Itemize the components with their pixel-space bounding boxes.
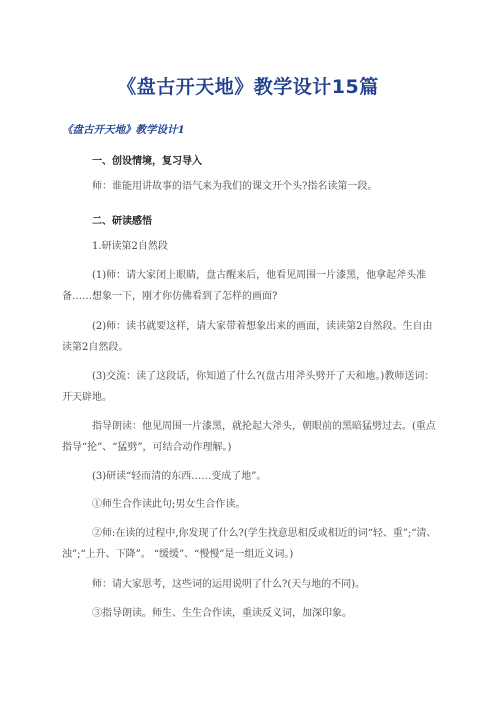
heading-create-situation: 一、创设情境，复习导入 [92, 156, 202, 167]
paragraph-6: 指导朗读：他见周围一片漆黑，就抡起大斧头，朝眼前的黑暗猛劈过去。(重点指导“抡”、“猛劈”，可结合动作理解。) [62, 421, 436, 453]
paragraph-11: ③指导朗读。师生、生生合作读，重读反义词，加深印象。 [92, 608, 352, 619]
heading-study: 二、研读感悟 [92, 216, 152, 227]
section-title: 《盘古开天地》教学设计1 [62, 124, 185, 136]
paragraph-8: ①师生合作读此句;男女生合作读。 [92, 499, 246, 510]
paragraph-7: (3)研读“轻而清的东西……变成了地”。 [92, 471, 267, 482]
paragraph-5: (3)交流：读了这段话，你知道了什么?(盘古用斧头劈开了天和地。)教师送词：开天辟地。 [62, 371, 435, 403]
paragraph-4: (2)师：读书就要这样，请大家带着想象出来的画面，读读第2自然段。生自由读第2自然段。 [62, 321, 433, 353]
paragraph-3: (1)师：请大家闭上眼睛，盘古醒来后，他看见周围一片漆黑，他拿起斧头准备……想象一下，刚才你仿佛看到了怎样的画面? [62, 270, 427, 302]
paragraph-10: 师：请大家思考，这些词的运用说明了什么?(天与地的不同)。 [92, 579, 366, 590]
document-title: 《盘古开天地》教学设计15篇 [117, 76, 379, 98]
paragraph-2: 1.研读第2自然段 [92, 241, 168, 252]
paragraph-1: 师：谁能用讲故事的语气来为我们的课文开个头?指名读第一段。 [92, 181, 378, 192]
paragraph-9: ②师:在读的过程中,你发现了什么?(学生找意思相反或相近的词“轻、重”;“清、浊”;“上升、下降”。 “缓缓”、“慢慢”是一组近义词。) [62, 528, 437, 560]
